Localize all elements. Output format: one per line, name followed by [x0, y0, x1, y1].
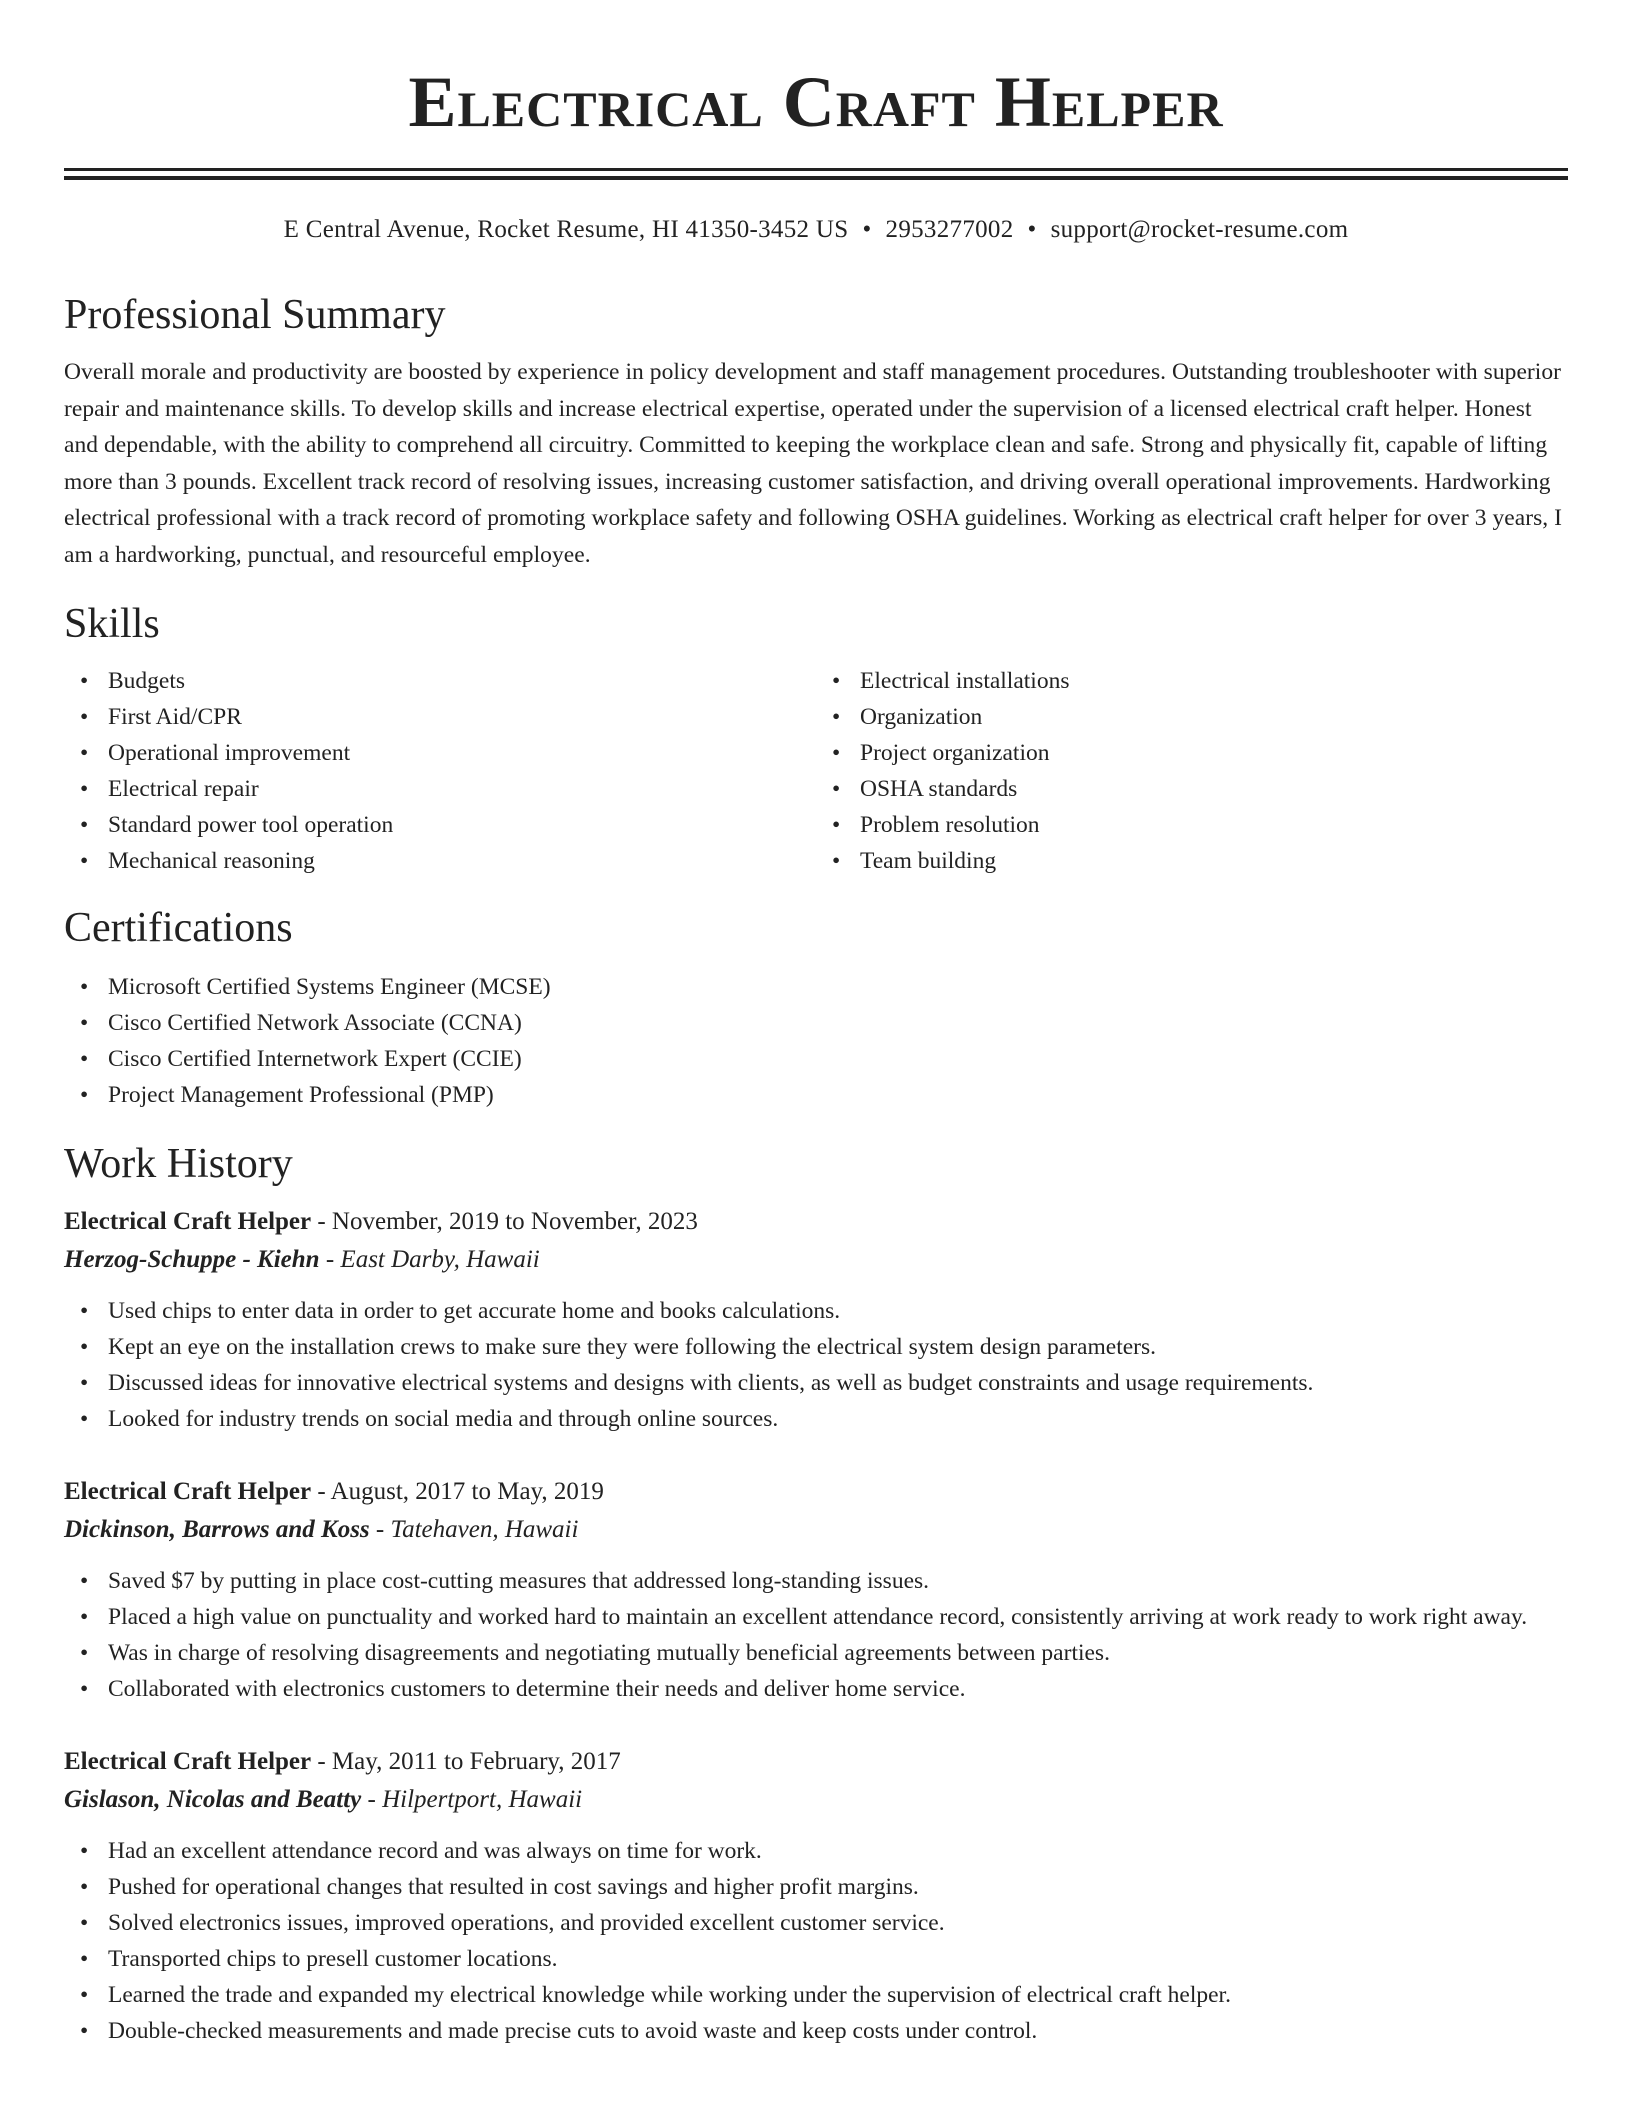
work-history-section-title: Work History [64, 1141, 293, 1187]
job-company-line [64, 1241, 1568, 1279]
summary-text: Overall morale and productivity are boosted by experience in policy development and staff management procedures. Outstanding troubleshooter with superior repair and maintenance skills. To develop skills and increase electrical expertise, operated under the supervision of a licensed electrical craft helper. Honest and dependable, with the ability to comprehend all circuitry. Committed to keeping the workplace clean and safe. Strong and physically fit, capable of lifting more than 3 pounds. Excellent track record of resolving issues, increasing customer satisfaction, and driving overall operational improvements. Hardworking electrical professional with a track record of promoting workplace safety and following OSHA guidelines. Working as electrical craft helper for over 3 years, I am a hardworking, punctual, and resourceful employee. [64, 359, 1562, 568]
job-bullet: • Learned the trade and expanded my electrical knowledge while working under the supervision of electrical craft helper. [108, 1977, 1568, 2013]
job-role: Electrical Craft Helper [64, 1748, 312, 1775]
job-entry [64, 1203, 1568, 1437]
job-role: Electrical Craft Helper [64, 1208, 312, 1235]
job-location: - Tatehaven, Hawaii [369, 1516, 579, 1543]
job-bullet: • Was in charge of resolving disagreements and negotiating mutually beneficial agreements between parties. [108, 1635, 1568, 1671]
contact-separator: • [1027, 216, 1037, 243]
job-dates: - November, 2019 to November, 2023 [311, 1208, 698, 1235]
job-bullets [64, 1293, 1568, 1437]
job-location: - Hilpertport, Hawaii [361, 1786, 583, 1813]
job-bullet: • Saved $7 by putting in place cost-cutting measures that addressed long-standing issues. [108, 1563, 1568, 1599]
skill-item: • Team building [860, 843, 1568, 879]
contact-email: support@rocket-resume.com [1050, 216, 1349, 243]
skills-list-right [816, 663, 1568, 879]
job-bullets [64, 1833, 1568, 2049]
certifications-list [64, 969, 1568, 1113]
contact-address: E Central Avenue, Rocket Resume, HI 41350-3452 US [283, 216, 849, 243]
certification-item: • Cisco Certified Network Associate (CCNA) [108, 1005, 1568, 1041]
job-dates: - August, 2017 to May, 2019 [311, 1478, 604, 1505]
contact-line [64, 214, 1568, 246]
certifications-section-title: Certifications [64, 905, 293, 951]
job-company: Dickinson, Barrows and Koss [64, 1516, 370, 1543]
certification-item: • Cisco Certified Internetwork Expert (CCIE) [108, 1041, 1568, 1077]
job-company: Gislason, Nicolas and Beatty [64, 1786, 362, 1813]
job-entry [64, 1743, 1568, 2049]
job-title-line [64, 1743, 1568, 1781]
job-company-line [64, 1511, 1568, 1549]
job-bullet: • Double-checked measurements and made precise cuts to avoid waste and keep costs under control. [108, 2013, 1568, 2049]
job-bullet: • Placed a high value on punctuality and worked hard to maintain an excellent attendance record, consistently arriving at work ready to work right away. [108, 1599, 1568, 1635]
job-bullet: • Kept an eye on the installation crews to make sure they were following the electrical system design parameters. [108, 1329, 1568, 1365]
skill-item: • OSHA standards [860, 771, 1568, 807]
skill-item: • Mechanical reasoning [108, 843, 816, 879]
skill-item: • Project organization [860, 735, 1568, 771]
summary-section-title: Professional Summary [64, 292, 446, 338]
header-double-rule [64, 168, 1568, 180]
skill-item: • Problem resolution [860, 807, 1568, 843]
resume-name-heading: Electrical Craft Helper [408, 62, 1224, 142]
skills-list-left [64, 663, 816, 879]
job-bullet: • Collaborated with electronics customers to determine their needs and deliver home service. [108, 1671, 1568, 1707]
resume-page [64, 0, 1568, 2049]
job-title-line [64, 1473, 1568, 1511]
skill-item: • First Aid/CPR [108, 699, 816, 735]
job-bullet: • Discussed ideas for innovative electrical systems and designs with clients, as well as budget constraints and usage requirements. [108, 1365, 1568, 1401]
contact-separator: • [862, 216, 872, 243]
job-entry [64, 1473, 1568, 1707]
job-bullet: • Transported chips to presell customer locations. [108, 1941, 1568, 1977]
job-location: - East Darby, Hawaii [319, 1246, 540, 1273]
certification-item: • Microsoft Certified Systems Engineer (MCSE) [108, 969, 1568, 1005]
job-bullet: • Had an excellent attendance record and was always on time for work. [108, 1833, 1568, 1869]
contact-phone: 2953277002 [885, 216, 1014, 243]
skills-section-title: Skills [64, 601, 160, 647]
job-role: Electrical Craft Helper [64, 1478, 312, 1505]
job-company-line [64, 1781, 1568, 1819]
job-bullet: • Solved electronics issues, improved operations, and provided excellent customer service. [108, 1905, 1568, 1941]
skill-item: • Budgets [108, 663, 816, 699]
skill-item: • Electrical installations [860, 663, 1568, 699]
skills-columns [64, 663, 1568, 879]
job-bullet: • Used chips to enter data in order to get accurate home and books calculations. [108, 1293, 1568, 1329]
job-bullets [64, 1563, 1568, 1707]
skill-item: • Organization [860, 699, 1568, 735]
job-dates: - May, 2011 to February, 2017 [311, 1748, 621, 1775]
job-bullet: • Looked for industry trends on social media and through online sources. [108, 1401, 1568, 1437]
skill-item: • Operational improvement [108, 735, 816, 771]
job-bullet: • Pushed for operational changes that resulted in cost savings and higher profit margins. [108, 1869, 1568, 1905]
job-title-line [64, 1203, 1568, 1241]
job-company: Herzog-Schuppe - Kiehn [64, 1246, 320, 1273]
skill-item: • Standard power tool operation [108, 807, 816, 843]
skill-item: • Electrical repair [108, 771, 816, 807]
certification-item: • Project Management Professional (PMP) [108, 1077, 1568, 1113]
